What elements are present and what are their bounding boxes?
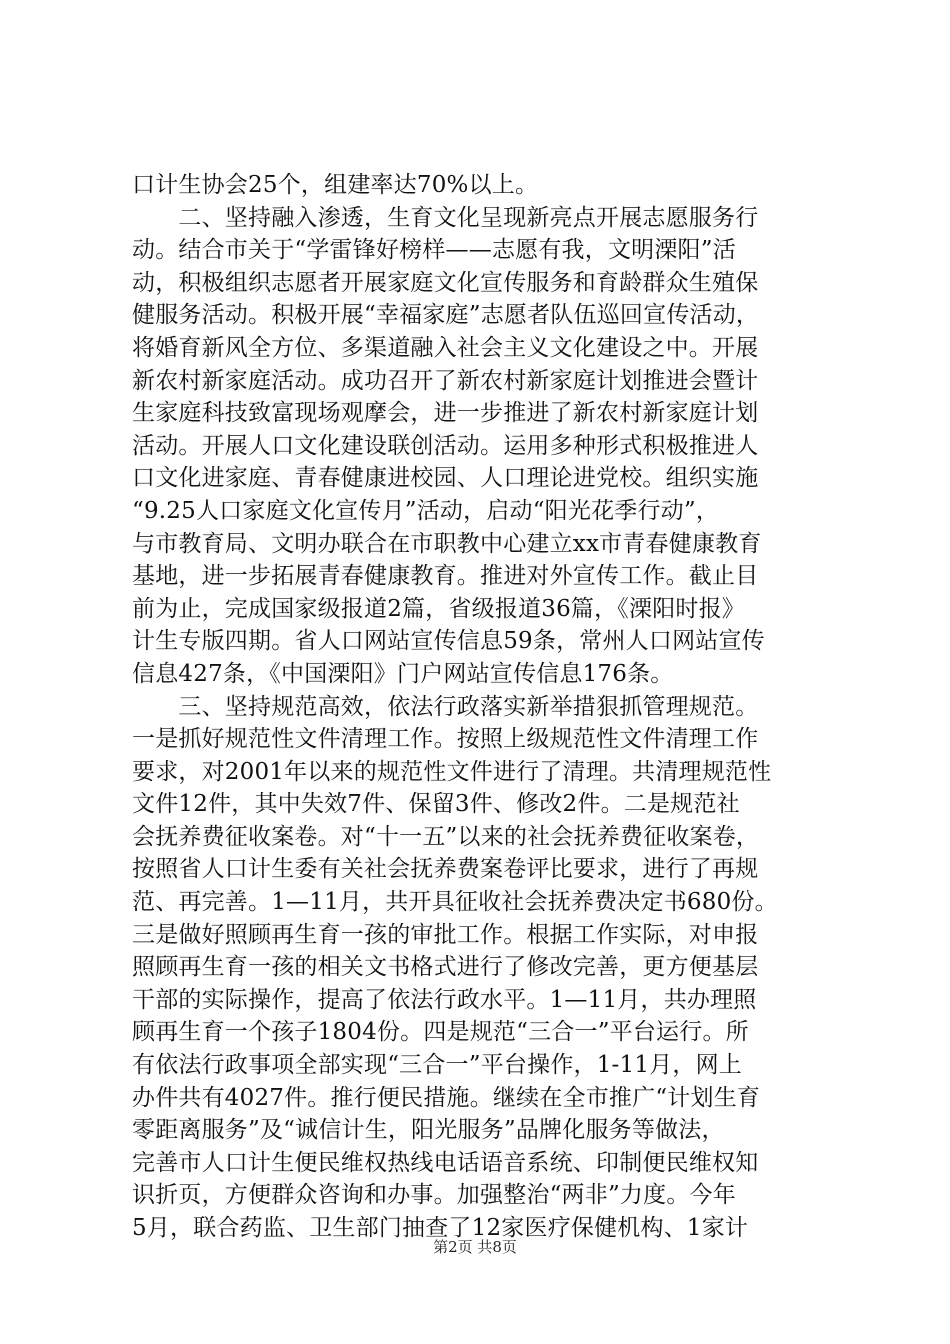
text-line: 健服务活动。积极开展“幸福家庭”志愿者队伍巡回宣传活动，: [132, 302, 760, 329]
text-line: 与市教育局、文明办联合在市职教中心建立xx市青春健康教育: [132, 530, 762, 557]
text-line: 生家庭科技致富现场观摩会，进一步推进了新农村新家庭计划: [132, 400, 759, 427]
text-line: 前为止，完成国家级报道2篇，省级报道36篇，《溧阳时报》: [132, 595, 745, 622]
text-line: 一是抓好规范性文件清理工作。按照上级规范性文件清理工作: [132, 726, 759, 753]
text-line: “9.25人口家庭文化宣传月”活动，启动“阳光花季行动”，: [132, 497, 720, 524]
text-line: 动，积极组织志愿者开展家庭文化宣传服务和育龄群众生殖保: [132, 269, 759, 296]
text-line: 会抚养费征收案卷。对“十一五”以来的社会抚养费征收案卷，: [132, 823, 760, 850]
text-line: 零距离服务”及“诚信计生，阳光服务”品牌化服务等做法，: [132, 1117, 725, 1144]
text-line: 文件12件，其中失效7件、保留3件、修改2件。二是规范社: [132, 791, 740, 818]
text-line: 信息427条，《中国溧阳》门户网站宣传信息176条。: [132, 660, 674, 687]
text-line: 顾再生育一个孩子1804份。四是规范“三合一”平台运行。所: [132, 1019, 749, 1046]
text-line: 识折页，方便群众咨询和办事。加强整治“两非”力度。今年: [132, 1182, 736, 1209]
text-line: 5月，联合药监、卫生部门抽查了12家医疗保健机构、1家计: [132, 1215, 749, 1241]
text-line: 新农村新家庭活动。成功召开了新农村新家庭计划推进会暨计: [132, 367, 759, 394]
text-line: 口计生协会25个，组建率达70%以上。: [132, 172, 539, 198]
text-line: 有依法行政事项全部实现“三合一”平台操作，1-11月，网上: [132, 1052, 742, 1079]
text-line: 动。结合市关于“学雷锋好榜样——志愿有我，文明溧阳”活: [132, 237, 736, 264]
body-text: [132, 169, 832, 1245]
text-line: 按照省人口计生委有关社会抚养费案卷评比要求，进行了再规: [132, 856, 759, 883]
text-line: 完善市人口计生便民维权热线电话语音系统、印制便民维权知: [132, 1149, 759, 1176]
text-line: 活动。开展人口文化建设联创活动。运用多种形式积极推进人: [132, 432, 759, 459]
text-line: 要求，对2001年以来的规范性文件进行了清理。共清理规范性: [132, 758, 772, 785]
text-line: 计生专版四期。省人口网站宣传信息59条，常州人口网站宣传: [132, 628, 765, 655]
text-line: 将婚育新风全方位、多渠道融入社会主义文化建设之中。开展: [132, 334, 759, 361]
text-line: 办件共有4027件。推行便民措施。继续在全市推广“计划生育: [132, 1084, 761, 1111]
text-line: 范、再完善。1—11月，共开具征收社会抚养费决定书680份。: [132, 889, 778, 916]
text-line: 三是做好照顾再生育一孩的审批工作。根据工作实际，对申报: [132, 921, 759, 948]
text-line: 基地，进一步拓展青春健康教育。推进对外宣传工作。截止目: [132, 563, 759, 590]
text-line: 三、坚持规范高效，依法行政落实新举措狠抓管理规范。: [132, 693, 759, 720]
text-line: 二、坚持融入渗透，生育文化呈现新亮点开展志愿服务行: [132, 204, 759, 231]
text-line: 口文化进家庭、青春健康进校园、人口理论进党校。组织实施: [132, 465, 759, 492]
text-line: 照顾再生育一孩的相关文书格式进行了修改完善，更方便基层: [132, 954, 759, 981]
text-line: 干部的实际操作，提高了依法行政水平。1—11月，共办理照: [132, 986, 757, 1013]
page-footer: 第2页 共8页: [433, 1238, 517, 1256]
